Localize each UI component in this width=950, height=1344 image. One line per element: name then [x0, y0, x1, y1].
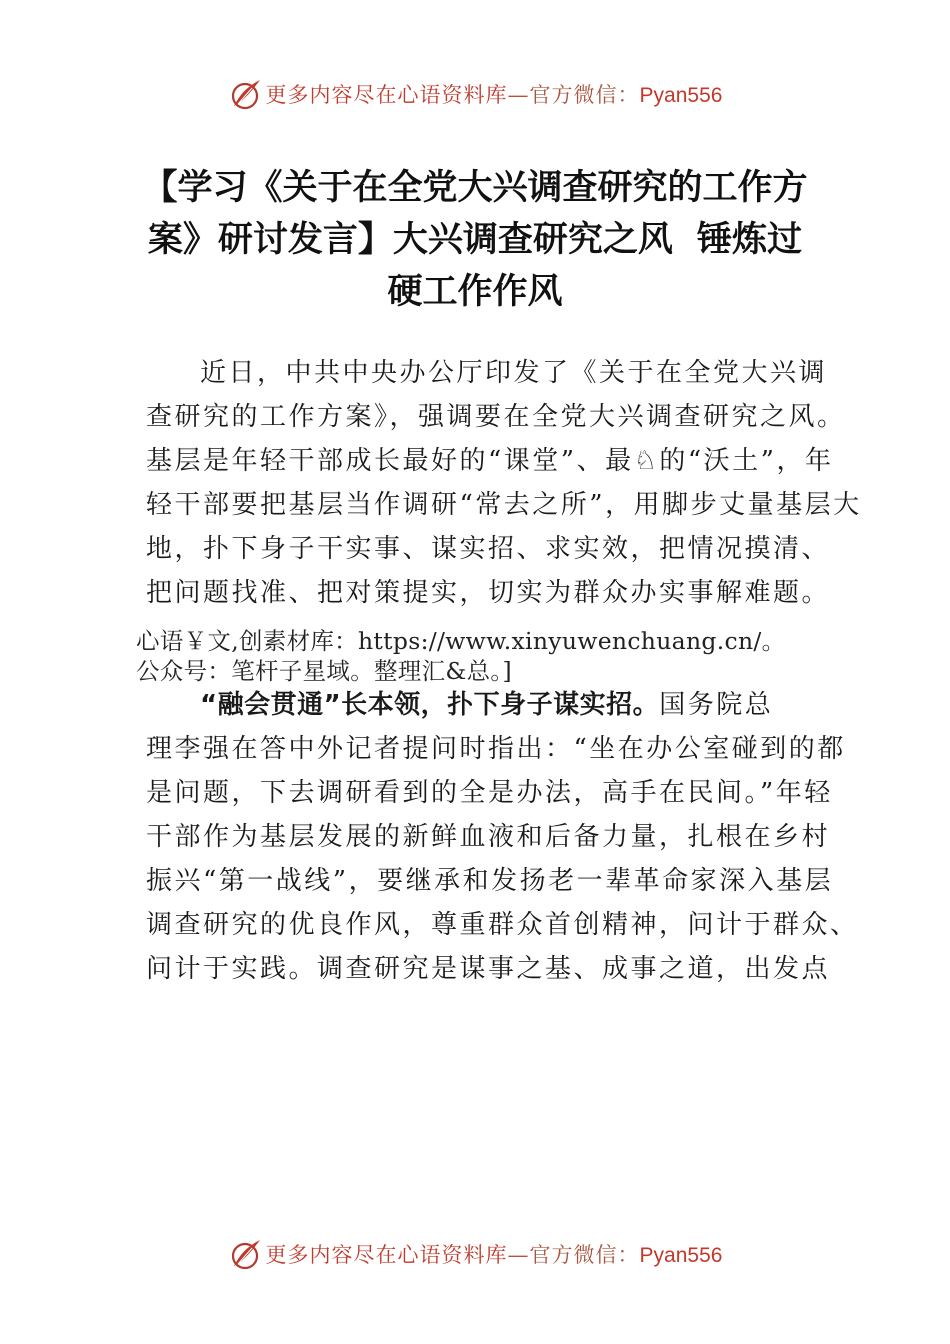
document-title: [0, 162, 950, 318]
paragraph-1-line: 查研究的工作方案》，强调要在全党大兴调查研究之风。: [146, 402, 846, 432]
paragraph-1-line: 近日，中共中央办公厅印发了《关于在全党大兴调: [200, 358, 828, 388]
banner-main-text: 更多内容尽在心语资料库: [265, 83, 508, 107]
paragraph-2-line: 理李强在答中外记者提问时指出：“坐在办公室碰到的都: [146, 734, 846, 764]
header-banner: [0, 72, 950, 116]
title-line-2: 案》研讨发言】大兴调查研究之风 锤炼过: [147, 220, 803, 260]
banner-main-text: 更多内容尽在心语资料库: [265, 1243, 508, 1267]
banner-wechat-label: 官方微信：: [529, 1243, 640, 1267]
paragraph-2-line: 是问题，下去调研看到的全是办法，高手在民间。”年轻: [146, 778, 833, 808]
paragraph-1-line: 基层是年轻干部成长最好的“课堂”、最♘的“沃土”，年: [146, 446, 834, 476]
banner-separator: —: [507, 1243, 530, 1267]
banner-separator: —: [507, 83, 530, 107]
paragraph-2-line: 调查研究的优良作风，尊重群众首创精神，问计于群众、: [146, 910, 859, 940]
banner-account: Pyan556: [639, 1244, 723, 1267]
paragraph-1-line: 地，扑下身子干实事、谋实招、求实效，把情况摸清、: [146, 534, 831, 564]
title-line-1: 【学习《关于在全党大兴调查研究的工作方: [142, 168, 808, 208]
watermark-note-line-1: 心语￥文,创素材库：https://www.xinyuwenchuang.cn/。: [136, 627, 786, 655]
paragraph-2-line: 振兴“第一战线”，要继承和发扬老一辈革命家深入基层: [146, 866, 834, 896]
paragraph-1-line: 轻干部要把基层当作调研“常去之所”，用脚步丈量基层大: [146, 490, 862, 520]
paragraph-2-first-rest: 国务院总: [659, 690, 774, 720]
paragraph-2-line: 问计于实践。调查研究是谋事之基、成事之道，出发点: [146, 954, 831, 984]
watermark-note-line-2: 公众号：笔杆子星域。整理汇&总。]: [136, 657, 512, 685]
banner-text: [266, 1239, 723, 1269]
title-line-3: 硬工作作风: [387, 272, 563, 312]
paragraph-1-line: 把问题找准、把对策提实，切实为群众办实事解难题。: [146, 578, 831, 608]
paragraph-2-heading: “融会贯通”长本领，扑下身子谋实招。: [200, 690, 660, 720]
banner-wechat-label: 官方微信：: [529, 83, 640, 107]
paragraph-2-first-line: [200, 684, 773, 721]
banner-text: [266, 79, 723, 109]
paragraph-2-line: 干部作为基层发展的新鲜血液和后备力量，扎根在乡村: [146, 822, 831, 852]
footer-banner: [0, 1232, 950, 1276]
pen-feather-circle-logo-icon: [228, 76, 264, 112]
banner-account: Pyan556: [639, 84, 723, 107]
pen-feather-circle-logo-icon: [228, 1236, 264, 1272]
